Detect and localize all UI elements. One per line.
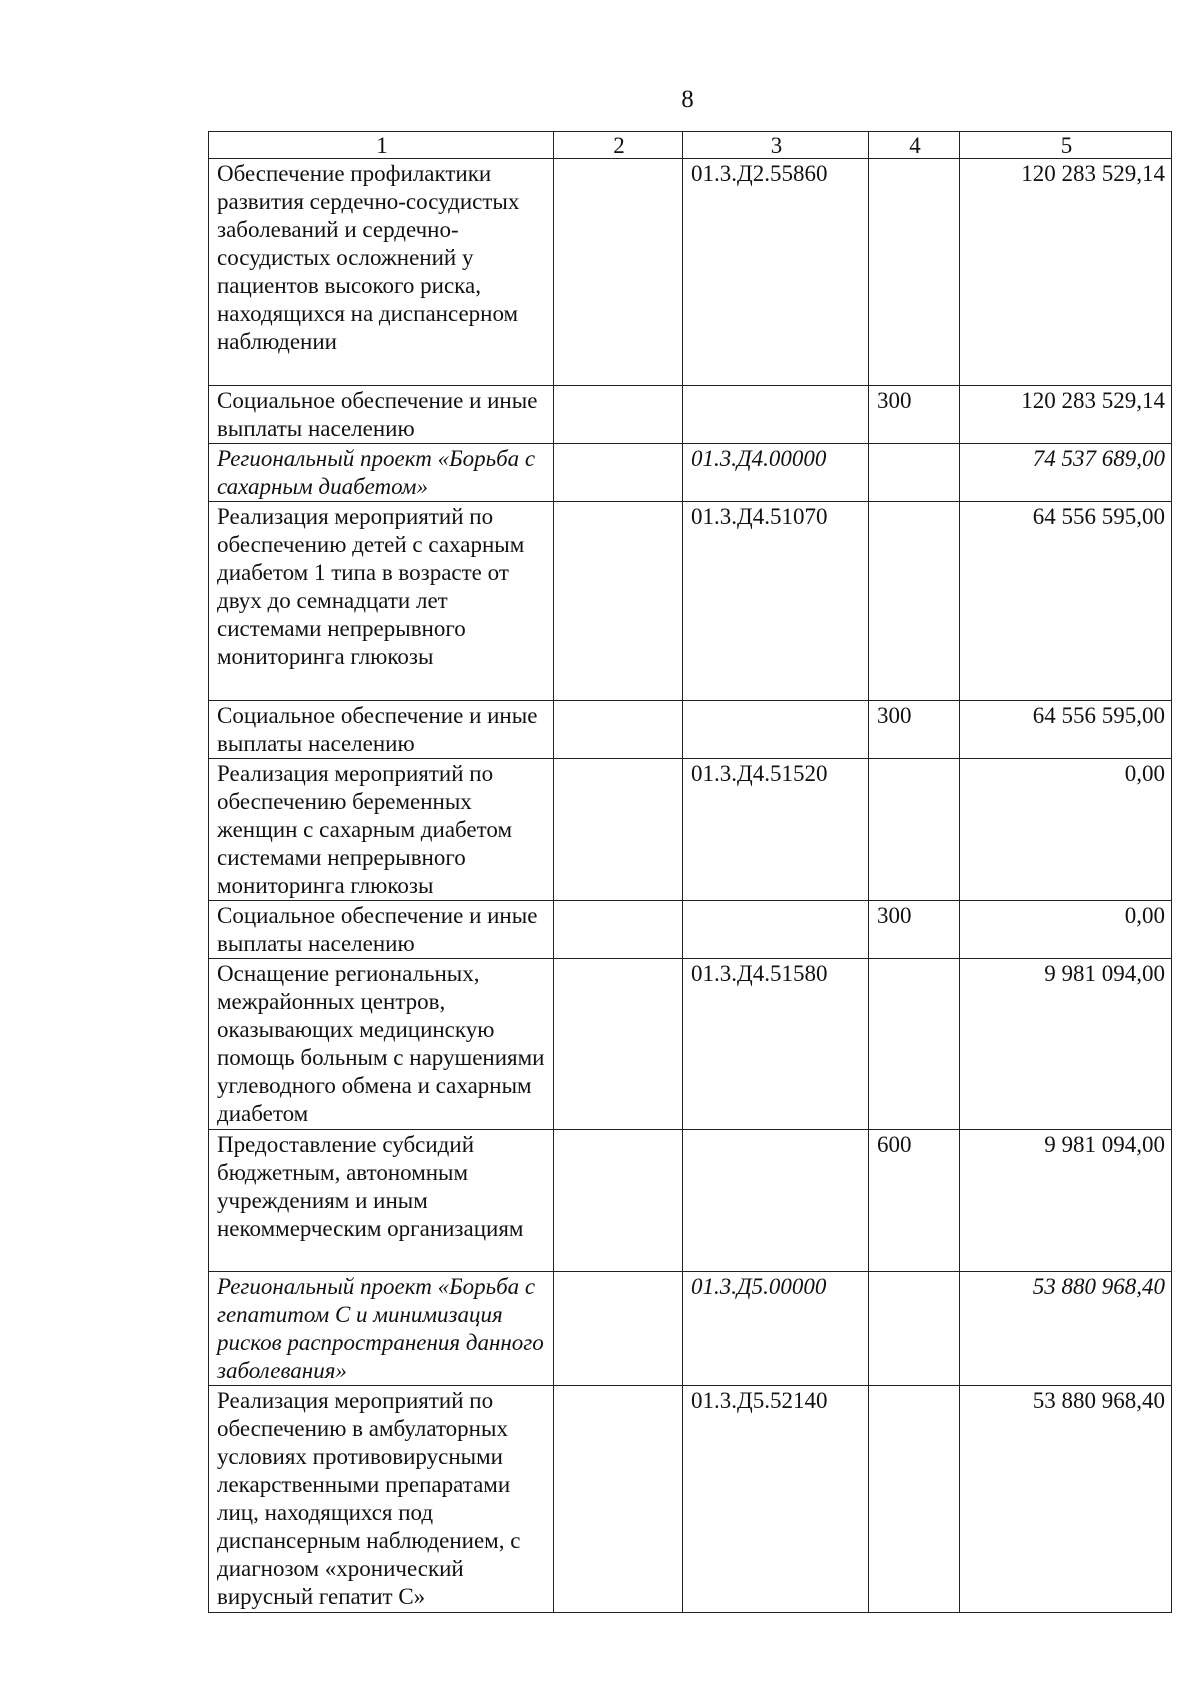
row-code-cell: 01.3.Д4.00000 — [683, 444, 869, 502]
row-name-cell: Региональный проект «Борьба с сахарным диабетом» — [209, 444, 554, 502]
row-code-cell: 01.3.Д4.51520 — [683, 759, 869, 901]
row-name-cell: Социальное обеспечение и иные выплаты населению — [209, 386, 554, 444]
table-row — [209, 386, 1172, 444]
row-code-cell — [683, 701, 869, 759]
row-kvr-cell — [869, 444, 960, 502]
row-kvr-cell — [869, 959, 960, 1130]
row-name-cell: Региональный проект «Борьба с гепатитом С и минимизация рисков распространения данного заболевания» — [209, 1272, 554, 1386]
row-col2-cell — [554, 502, 683, 701]
row-col2-cell — [554, 901, 683, 959]
row-kvr-cell: 300 — [869, 901, 960, 959]
row-kvr-cell — [869, 502, 960, 701]
row-col2-cell — [554, 444, 683, 502]
row-amount-cell: 9 981 094,00 — [960, 959, 1172, 1130]
table-row — [209, 1130, 1172, 1272]
column-header-4: 4 — [869, 132, 960, 159]
row-amount-cell: 120 283 529,14 — [960, 159, 1172, 386]
row-name-cell: Предоставление субсидий бюджетным, автономным учреждениям и иным некоммерческим организациям — [209, 1130, 554, 1272]
row-name-cell: Реализация мероприятий по обеспечению детей с сахарным диабетом 1 типа в возрасте от двух до семнадцати лет системами непрерывного мониторинга глюкозы — [209, 502, 554, 701]
row-kvr-cell: 300 — [869, 386, 960, 444]
row-col2-cell — [554, 701, 683, 759]
row-name-cell: Реализация мероприятий по обеспечению в амбулаторных условиях противовирусными лекарственными препаратами лиц, находящихся под диспансерным наблюдением, с диагнозом «хронический вирусный гепатит С» — [209, 1386, 554, 1613]
page-number: 8 — [681, 86, 694, 113]
row-col2-cell — [554, 1272, 683, 1386]
row-code-cell: 01.3.Д4.51070 — [683, 502, 869, 701]
row-col2-cell — [554, 959, 683, 1130]
row-code-cell — [683, 386, 869, 444]
row-amount-cell: 53 880 968,40 — [960, 1386, 1172, 1613]
row-code-cell: 01.3.Д2.55860 — [683, 159, 869, 386]
row-code-cell: 01.3.Д5.00000 — [683, 1272, 869, 1386]
budget-table — [208, 131, 1172, 1613]
row-code-cell: 01.3.Д5.52140 — [683, 1386, 869, 1613]
row-kvr-cell: 300 — [869, 701, 960, 759]
row-col2-cell — [554, 1386, 683, 1613]
column-header-1: 1 — [209, 132, 554, 159]
row-amount-cell: 0,00 — [960, 759, 1172, 901]
row-kvr-cell — [869, 1272, 960, 1386]
table-header-row — [209, 132, 1172, 159]
table-row — [209, 759, 1172, 901]
row-col2-cell — [554, 386, 683, 444]
table-row — [209, 1272, 1172, 1386]
row-name-cell: Социальное обеспечение и иные выплаты населению — [209, 901, 554, 959]
row-amount-cell: 0,00 — [960, 901, 1172, 959]
row-amount-cell: 64 556 595,00 — [960, 701, 1172, 759]
row-col2-cell — [554, 759, 683, 901]
row-amount-cell: 9 981 094,00 — [960, 1130, 1172, 1272]
row-name-cell: Реализация мероприятий по обеспечению беременных женщин с сахарным диабетом системами непрерывного мониторинга глюкозы — [209, 759, 554, 901]
column-header-3: 3 — [683, 132, 869, 159]
row-amount-cell: 74 537 689,00 — [960, 444, 1172, 502]
row-code-cell — [683, 901, 869, 959]
row-code-cell: 01.3.Д4.51580 — [683, 959, 869, 1130]
row-col2-cell — [554, 1130, 683, 1272]
row-amount-cell: 64 556 595,00 — [960, 502, 1172, 701]
table-row — [209, 959, 1172, 1130]
table-row — [209, 444, 1172, 502]
row-name-cell: Обеспечение профилактики развития сердечно-сосудистых заболеваний и сердечно-сосудистых осложнений у пациентов высокого риска, находящихся на диспансерном наблюдении — [209, 159, 554, 386]
table-row — [209, 502, 1172, 701]
row-kvr-cell — [869, 1386, 960, 1613]
column-header-2: 2 — [554, 132, 683, 159]
row-code-cell — [683, 1130, 869, 1272]
row-amount-cell: 53 880 968,40 — [960, 1272, 1172, 1386]
row-name-cell: Оснащение региональных, межрайонных центров, оказывающих медицинскую помощь больным с нарушениями углеводного обмена и сахарным диабетом — [209, 959, 554, 1130]
row-kvr-cell — [869, 159, 960, 386]
table-row — [209, 701, 1172, 759]
row-kvr-cell — [869, 759, 960, 901]
row-amount-cell: 120 283 529,14 — [960, 386, 1172, 444]
table-row — [209, 901, 1172, 959]
row-name-cell: Социальное обеспечение и иные выплаты населению — [209, 701, 554, 759]
row-col2-cell — [554, 159, 683, 386]
column-header-5: 5 — [960, 132, 1172, 159]
table-row — [209, 159, 1172, 386]
row-kvr-cell: 600 — [869, 1130, 960, 1272]
table-row — [209, 1386, 1172, 1613]
